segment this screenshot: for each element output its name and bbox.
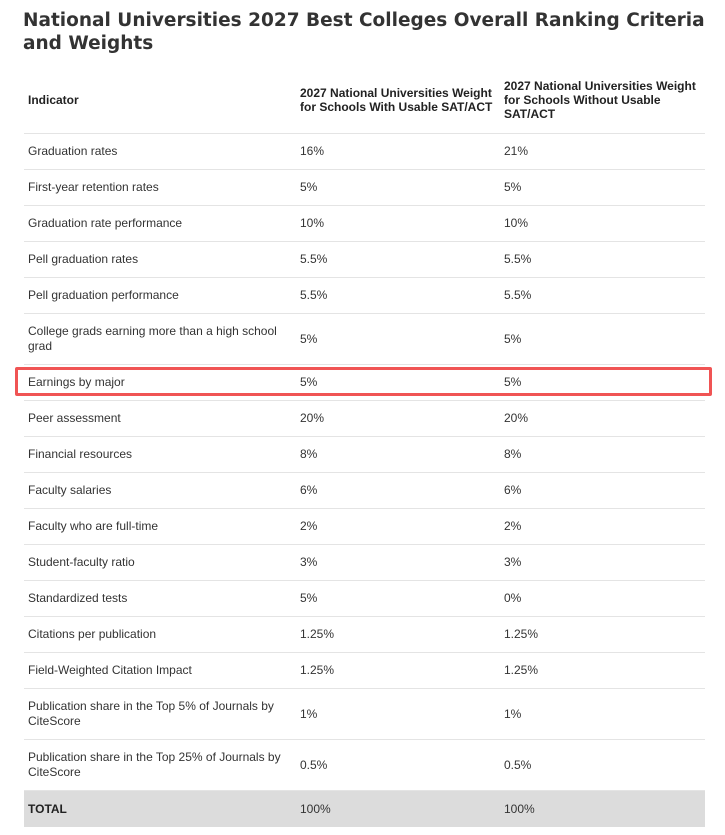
header-indicator: Indicator	[24, 66, 296, 134]
cell-without-sat: 5.5%	[500, 278, 705, 314]
table-row	[24, 437, 705, 473]
cell-indicator: Citations per publication	[24, 617, 296, 653]
table-row	[24, 206, 705, 242]
table-row	[24, 740, 705, 791]
table-row	[24, 509, 705, 545]
cell-indicator: Graduation rate performance	[24, 206, 296, 242]
table-row	[24, 170, 705, 206]
cell-indicator: Faculty salaries	[24, 473, 296, 509]
cell-with-sat: 10%	[296, 206, 500, 242]
cell-with-sat: 5.5%	[296, 242, 500, 278]
cell-with-sat: 6%	[296, 473, 500, 509]
cell-indicator: Pell graduation rates	[24, 242, 296, 278]
cell-indicator: Graduation rates	[24, 134, 296, 170]
cell-without-sat: 1.25%	[500, 653, 705, 689]
header-with-sat: 2027 National Universities Weight for Schools With Usable SAT/ACT	[296, 66, 500, 134]
cell-without-sat: 0.5%	[500, 740, 705, 791]
cell-without-sat: 2%	[500, 509, 705, 545]
cell-indicator: Peer assessment	[24, 401, 296, 437]
cell-with-sat: 5%	[296, 314, 500, 365]
cell-indicator: Standardized tests	[24, 581, 296, 617]
table-total-row	[24, 791, 705, 828]
cell-without-sat: 5.5%	[500, 242, 705, 278]
cell-with-sat: 3%	[296, 545, 500, 581]
cell-without-sat: 0%	[500, 581, 705, 617]
cell-indicator: Earnings by major	[24, 365, 296, 401]
cell-without-sat: 6%	[500, 473, 705, 509]
cell-with-sat: 5.5%	[296, 278, 500, 314]
total-without-sat: 100%	[500, 791, 705, 828]
cell-indicator: Pell graduation performance	[24, 278, 296, 314]
header-without-sat: 2027 National Universities Weight for Schools Without Usable SAT/ACT	[500, 66, 705, 134]
cell-without-sat: 10%	[500, 206, 705, 242]
cell-with-sat: 5%	[296, 365, 500, 401]
cell-without-sat: 3%	[500, 545, 705, 581]
cell-with-sat: 2%	[296, 509, 500, 545]
table-row	[24, 242, 705, 278]
cell-without-sat: 5%	[500, 314, 705, 365]
cell-without-sat: 1%	[500, 689, 705, 740]
total-with-sat: 100%	[296, 791, 500, 828]
cell-indicator: Student-faculty ratio	[24, 545, 296, 581]
cell-indicator: Financial resources	[24, 437, 296, 473]
table-header-row	[24, 66, 705, 134]
cell-indicator: Field-Weighted Citation Impact	[24, 653, 296, 689]
cell-without-sat: 5%	[500, 365, 705, 401]
cell-without-sat: 21%	[500, 134, 705, 170]
cell-with-sat: 20%	[296, 401, 500, 437]
total-label: TOTAL	[24, 791, 296, 828]
cell-indicator: College grads earning more than a high school grad	[24, 314, 296, 365]
cell-with-sat: 5%	[296, 581, 500, 617]
table-row	[24, 134, 705, 170]
table-row	[24, 278, 705, 314]
cell-without-sat: 8%	[500, 437, 705, 473]
cell-with-sat: 0.5%	[296, 740, 500, 791]
cell-without-sat: 20%	[500, 401, 705, 437]
cell-indicator: Publication share in the Top 5% of Journals by CiteScore	[24, 689, 296, 740]
cell-indicator: First-year retention rates	[24, 170, 296, 206]
cell-with-sat: 16%	[296, 134, 500, 170]
table-row	[24, 653, 705, 689]
cell-without-sat: 1.25%	[500, 617, 705, 653]
cell-with-sat: 1%	[296, 689, 500, 740]
table-row	[24, 545, 705, 581]
table-row-highlighted	[24, 365, 705, 401]
table-row	[24, 689, 705, 740]
cell-indicator: Faculty who are full-time	[24, 509, 296, 545]
cell-indicator: Publication share in the Top 25% of Journals by CiteScore	[24, 740, 296, 791]
table-row	[24, 401, 705, 437]
criteria-table	[24, 66, 705, 827]
table-row	[24, 581, 705, 617]
page-title: National Universities 2027 Best Colleges Overall Ranking Criteria and Weights	[23, 10, 705, 54]
table-row	[24, 617, 705, 653]
table-row	[24, 314, 705, 365]
cell-with-sat: 5%	[296, 170, 500, 206]
cell-with-sat: 1.25%	[296, 653, 500, 689]
table-row	[24, 473, 705, 509]
cell-without-sat: 5%	[500, 170, 705, 206]
cell-with-sat: 8%	[296, 437, 500, 473]
cell-with-sat: 1.25%	[296, 617, 500, 653]
